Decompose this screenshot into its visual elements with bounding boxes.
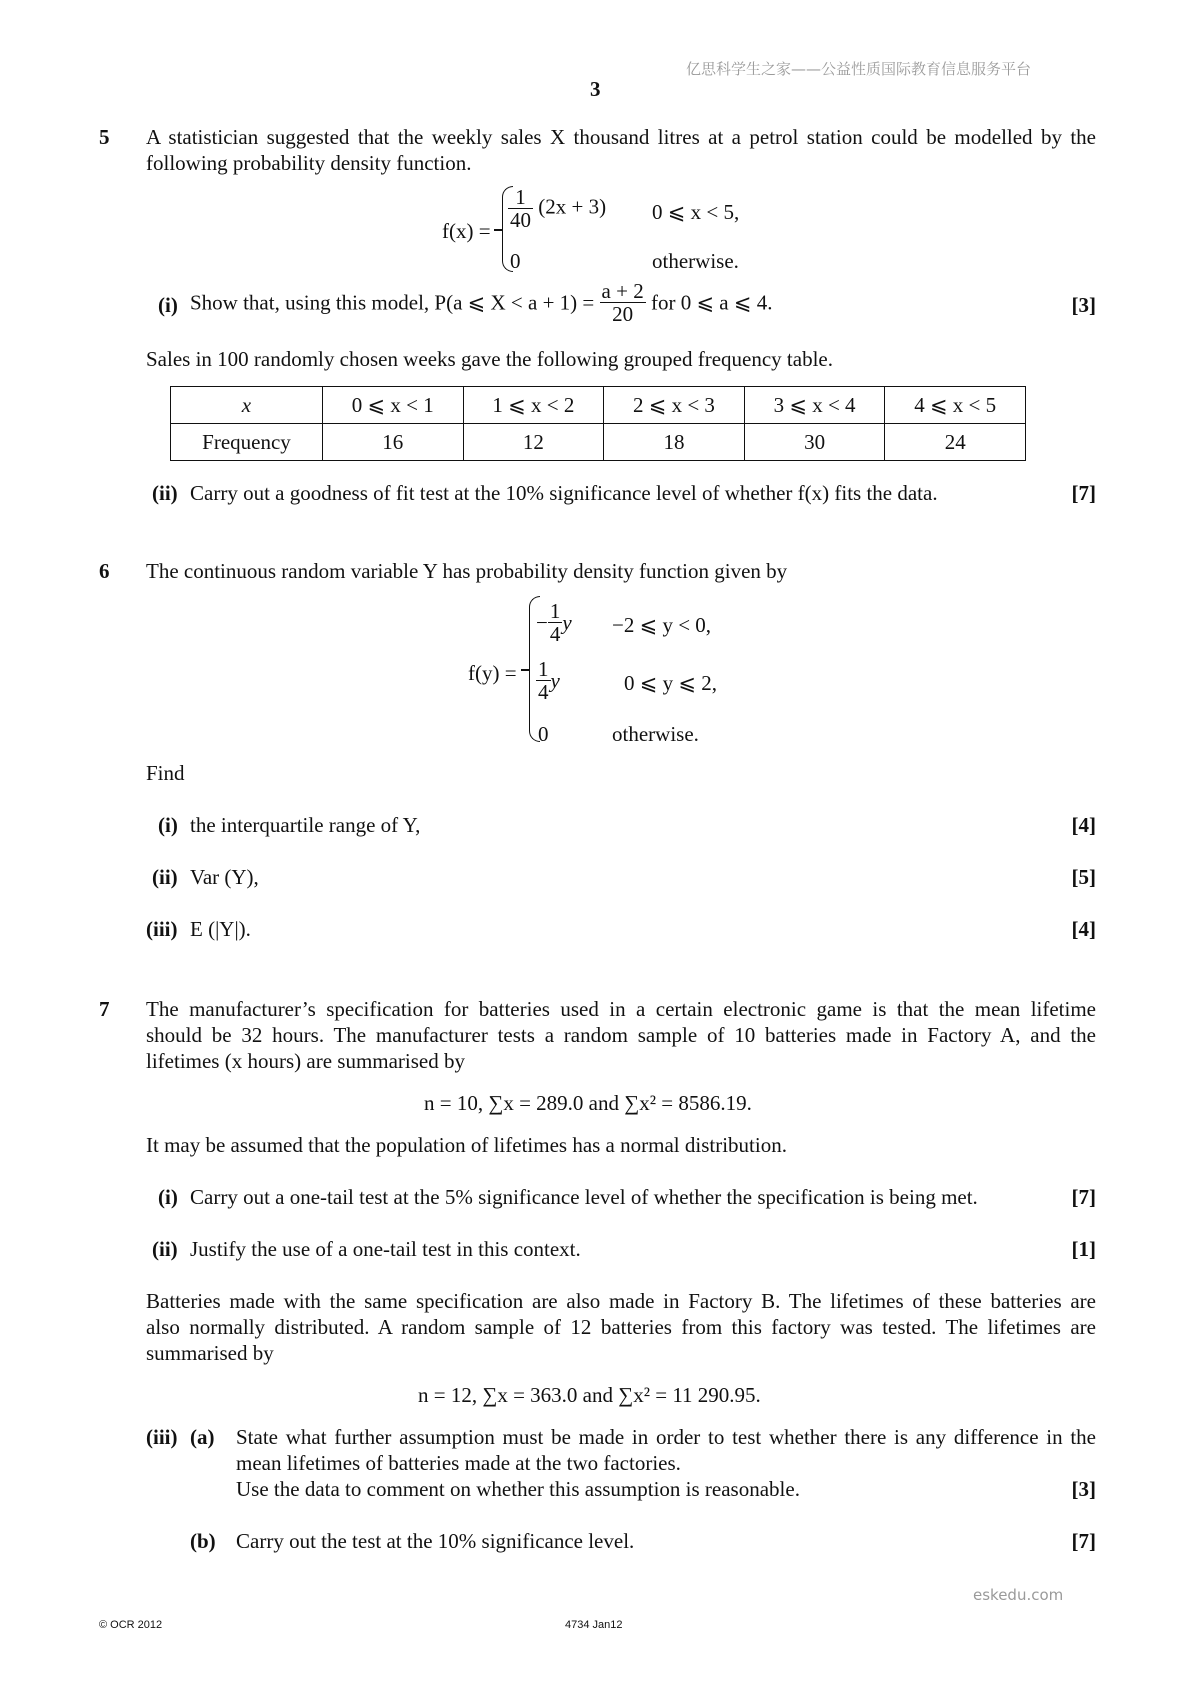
q7-part-iii-a-marks: [3] <box>1071 1477 1096 1501</box>
q6-piece1 <box>536 600 572 645</box>
table-cell: 3 ⩽ x < 4 <box>744 387 885 424</box>
q6-piece1-frac-num: 1 <box>549 599 561 623</box>
table-cell: 4 ⩽ x < 5 <box>885 387 1026 424</box>
q6-piece2-frac-den: 4 <box>538 680 549 704</box>
table-cell: 1 ⩽ x < 2 <box>463 387 604 424</box>
q7-part-iii-b-label: (b) <box>190 1529 216 1553</box>
q5-number: 5 <box>99 125 110 149</box>
q5-pdf-fraction <box>508 186 533 231</box>
q6-piece3-expr: 0 <box>538 722 549 746</box>
q7-part-iii-a-line3: Use the data to comment on whether this assumption is reasonable. <box>236 1477 800 1501</box>
page-number: 3 <box>590 77 601 101</box>
q5-part-ii-marks: [7] <box>1071 481 1096 505</box>
q5-pdf-brace-tip <box>494 229 502 231</box>
q6-part-i-marks: [4] <box>1071 813 1096 837</box>
q7-intro-line1: The manufacturer’s specification for batteries used in a certain electronic game is that the mean lifetime <box>146 997 1096 1021</box>
footer-code: 4734 Jan12 <box>565 1619 623 1631</box>
q6-piece2-var: y <box>550 668 560 693</box>
q7-factory-b-line1: Batteries made with the same specification are also made in Factory B. The lifetimes of these batteries are <box>146 1289 1096 1313</box>
q7-part-i-label: (i) <box>158 1185 178 1209</box>
q6-find: Find <box>146 761 185 785</box>
table-cell: 30 <box>744 424 885 461</box>
q5-pdf-frac-den: 40 <box>510 208 531 232</box>
q7-part-i-marks: [7] <box>1071 1185 1096 1209</box>
q5-part-i-label: (i) <box>158 293 178 317</box>
q7-factory-b-line2: also normally distributed. A random sample of 12 batteries from this factory was tested. The lifetimes are <box>146 1315 1096 1339</box>
q7-part-ii-text: Justify the use of a one-tail test in this context. <box>190 1237 581 1261</box>
q6-pdf-lhs: f(y) = <box>468 661 517 685</box>
q7-part-iii-b-text: Carry out the test at the 10% significance level. <box>236 1529 635 1553</box>
q7-assume: It may be assumed that the population of lifetimes has a normal distribution. <box>146 1133 787 1157</box>
q5-pdf-piece2-expr: 0 <box>510 249 521 273</box>
q7-part-iii-a-label: (a) <box>190 1425 215 1449</box>
q6-part-iii-label: (iii) <box>146 917 178 941</box>
q5-pdf-lhs: f(x) = <box>442 219 491 243</box>
q7-part-iii-a-line2: mean lifetimes of batteries made at the two factories. <box>236 1451 681 1475</box>
q6-piece2-cond: 0 ⩽ y ⩽ 2, <box>624 671 717 695</box>
q6-part-ii-label: (ii) <box>152 865 178 889</box>
q5-part-i-marks: [3] <box>1071 293 1096 317</box>
q5-part-i-fraction <box>600 280 646 325</box>
q7-part-iii-a-line1: State what further assumption must be made in order to test whether there is any difference in the <box>236 1425 1096 1449</box>
footer-watermark: eskedu.com <box>973 1586 1064 1604</box>
q7-intro <box>146 996 1096 1074</box>
q6-piece2 <box>536 658 560 703</box>
q5-part-i-text-b: for 0 ⩽ a ⩽ 4. <box>650 290 773 315</box>
q6-part-iii-marks: [4] <box>1071 917 1096 941</box>
q5-pdf-piece2-cond: otherwise. <box>652 249 739 273</box>
q6-part-i-label: (i) <box>158 813 178 837</box>
q6-number: 6 <box>99 559 110 583</box>
q7-factory-b <box>146 1288 1096 1366</box>
q7-number: 7 <box>99 997 110 1021</box>
q6-piece1-sign: − <box>536 610 548 635</box>
q6-part-ii-marks: [5] <box>1071 865 1096 889</box>
q7-part-iii-label: (iii) <box>146 1425 178 1449</box>
q6-part-iii-text: E (|Y|). <box>190 917 251 941</box>
q7-part-i-text: Carry out a one-tail test at the 5% significance level of whether the specification is being met. <box>190 1185 978 1209</box>
table-header-row <box>171 387 1026 424</box>
header-watermark: 亿思科学生之家——公益性质国际教育信息服务平台 <box>686 60 1032 78</box>
q6-piece1-cond: −2 ⩽ y < 0, <box>612 613 712 637</box>
table-cell: 18 <box>604 424 745 461</box>
table-cell: 24 <box>885 424 1026 461</box>
table-row <box>171 424 1026 461</box>
q7-part-iii-b-marks: [7] <box>1071 1529 1096 1553</box>
q5-part-i-frac-den: 20 <box>612 302 634 326</box>
q5-pdf-piece1 <box>508 186 606 231</box>
q5-part-i-text <box>190 280 772 325</box>
footer-copyright: © OCR 2012 <box>99 1619 163 1631</box>
table-cell: Frequency <box>171 424 323 461</box>
q6-part-ii-text: Var (Y), <box>190 865 259 889</box>
table-cell: 0 ⩽ x < 1 <box>322 387 463 424</box>
q5-part-ii-label: (ii) <box>152 481 178 505</box>
q7-summary-b: n = 12, ∑x = 363.0 and ∑x² = 11 290.95. <box>418 1383 761 1407</box>
q7-intro-line3: lifetimes (x hours) are summarised by <box>146 1049 465 1073</box>
q7-part-ii-marks: [1] <box>1071 1237 1096 1261</box>
q5-sales-text: Sales in 100 randomly chosen weeks gave the following grouped frequency table. <box>146 347 833 371</box>
q7-intro-line2: should be 32 hours. The manufacturer tests a random sample of 10 batteries made in Factory A, and the <box>146 1023 1096 1047</box>
table-cell: 12 <box>463 424 604 461</box>
q5-intro-line2: following probability density function. <box>146 151 472 175</box>
q5-frequency-table <box>170 386 1026 461</box>
q6-piece3-cond: otherwise. <box>612 722 699 746</box>
q5-pdf-piece1-expr: (2x + 3) <box>538 194 607 219</box>
q5-pdf-frac-num: 1 <box>508 186 533 209</box>
q6-piece1-frac-den: 4 <box>549 622 561 646</box>
q5-part-ii-text: Carry out a goodness of fit test at the 10% significance level of whether f(x) fits the data. <box>190 481 938 505</box>
table-cell: x <box>171 387 323 424</box>
q6-piece1-var: y <box>562 610 572 635</box>
q6-piece2-fraction <box>536 658 551 703</box>
q6-intro: The continuous random variable Y has probability density function given by <box>146 559 788 583</box>
q5-intro-line1: A statistician suggested that the weekly sales X thousand litres at a petrol station could be modelled by the <box>146 125 1096 149</box>
table-cell: 2 ⩽ x < 3 <box>604 387 745 424</box>
table-cell: 16 <box>322 424 463 461</box>
q6-piece1-fraction <box>548 600 563 645</box>
q7-factory-b-line3: summarised by <box>146 1341 274 1365</box>
q6-part-i-text: the interquartile range of Y, <box>190 813 421 837</box>
q7-part-iii-a-text <box>236 1424 1096 1502</box>
q5-part-i-text-a: Show that, using this model, P(a ⩽ X < a + 1) = <box>190 290 595 315</box>
q5-intro <box>146 124 1096 176</box>
q5-pdf-piece1-cond: 0 ⩽ x < 5, <box>652 200 740 224</box>
q7-summary-a: n = 10, ∑x = 289.0 and ∑x² = 8586.19. <box>424 1091 752 1115</box>
q6-pdf-brace-tip <box>521 669 529 671</box>
q7-part-ii-label: (ii) <box>152 1237 178 1261</box>
q5-part-i-frac-num: a + 2 <box>601 279 644 303</box>
q6-piece2-frac-num: 1 <box>538 657 549 681</box>
